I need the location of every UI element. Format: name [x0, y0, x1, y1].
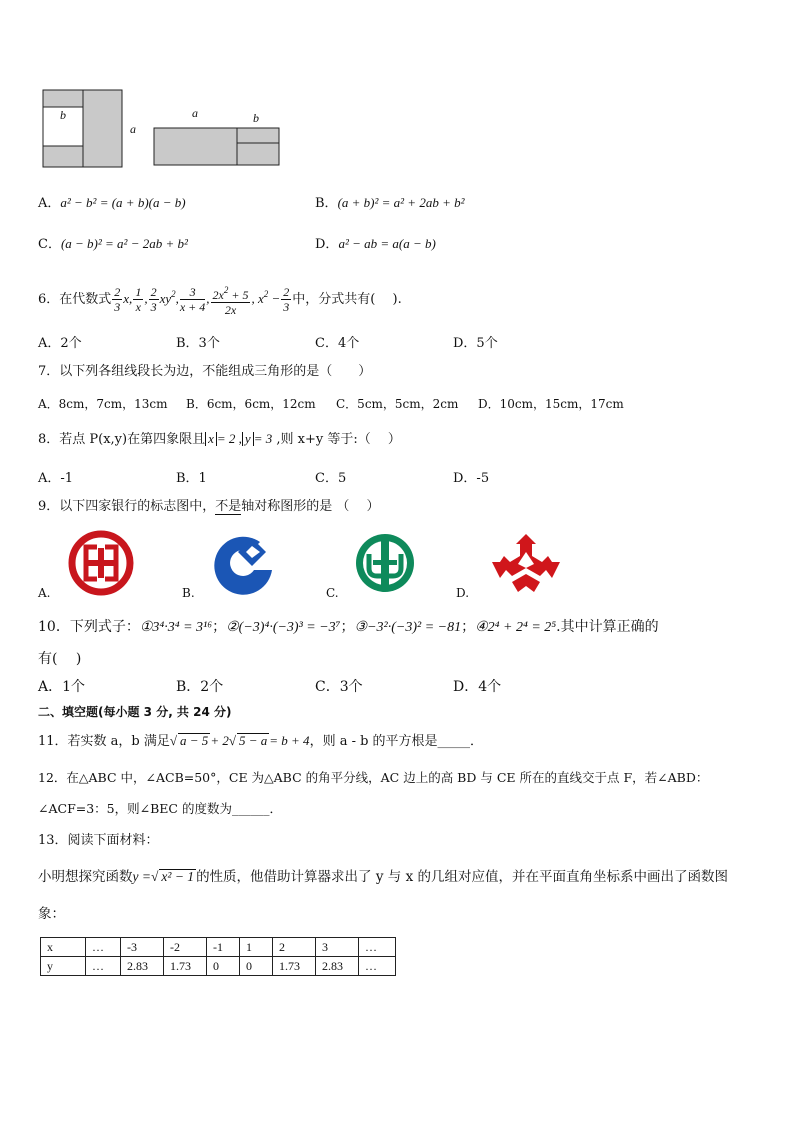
q13-p1-b: 的性质，他借助计算器求出了 y 与 x 的几组对应值，并在平面直角坐标系中画出了函数图: [196, 869, 728, 885]
table-row: [41, 957, 396, 976]
icbc-logo-icon[interactable]: [68, 530, 134, 596]
table-cell: x: [41, 938, 86, 957]
q12-stem-line2: ∠ACF=3：5，则∠BEC 的度数为______．: [38, 801, 282, 816]
q10-option-c[interactable]: C．3个: [315, 679, 363, 695]
q8-option-b[interactable]: B．1: [176, 471, 207, 486]
q8-option-a[interactable]: A．-1: [38, 471, 74, 486]
q8-option-d[interactable]: D．-5: [453, 471, 490, 486]
sep: ；: [212, 619, 227, 635]
option-expr: (a − b)² = a² − 2ab + b²: [60, 236, 188, 251]
bocom-logo-icon[interactable]: [490, 532, 562, 596]
table-cell: …: [359, 938, 396, 957]
q10-stem-line2: 有( ): [38, 651, 82, 667]
q8-option-c[interactable]: C．5: [315, 471, 347, 486]
table-cell: 1.73: [273, 957, 316, 976]
q9-stem-a: 9．以下四家银行的标志图中，: [38, 499, 216, 514]
abs-x: x: [205, 432, 217, 446]
q6-prefix: 6．在代数式: [38, 292, 112, 307]
table-cell: 3: [316, 938, 359, 957]
q5-option-a[interactable]: [38, 192, 186, 211]
q11-prefix: 11．若实数 a，b 满足: [38, 734, 170, 749]
q9-label-b: B.: [182, 586, 195, 600]
q11-radicand-1: a − 5: [180, 733, 209, 748]
q7-option-c[interactable]: C．5cm，5cm，2cm: [336, 397, 459, 411]
q11-stem: 11．若实数 a，b 满足√ a − 5 + 2√ 5 − a = b + 4，则 a - b 的平方根是_____．: [38, 733, 484, 749]
option-letter: C．: [38, 237, 61, 252]
q5-option-b[interactable]: [315, 192, 465, 211]
q6-option-a[interactable]: A．2个: [38, 336, 82, 351]
q6-option-d[interactable]: D．5个: [453, 336, 498, 351]
q10-item-2: ②(−3)⁴·(−3)³ = −3⁷: [226, 620, 341, 635]
table-cell: 2.83: [121, 957, 164, 976]
table-cell: 2.83: [316, 957, 359, 976]
q9-stem-c: 轴对称图形的是 （ ）: [241, 499, 380, 514]
q13-paragraph: 小明想探究函数y =√ x² − 1 的性质，他借助计算器求出了 y 与 x 的几组对应值，并在平面直角坐标系中画出了函数图: [38, 869, 728, 885]
q5-option-d[interactable]: [315, 233, 436, 252]
q12-stem-line1: 12．在△ABC 中，∠ACB=50°，CE 为△ABC 的角平分线，AC 边上的高 BD 与 CE 所在的直线交于点 F，若∠ABD：: [38, 770, 709, 785]
q8-stem: [38, 430, 401, 449]
func-lhs: y =: [132, 869, 151, 884]
q5-option-c[interactable]: [38, 233, 188, 252]
option-expr: a² − b² = (a + b)(a − b): [60, 195, 186, 210]
q10-stem: [38, 618, 659, 637]
q8-suffix: ,则 x+y 等于:（ ）: [272, 432, 401, 447]
table-cell: 1.73: [164, 957, 207, 976]
q13-stem: 13．阅读下面材料：: [38, 833, 159, 848]
abc-logo-icon[interactable]: [352, 530, 418, 596]
table-cell: y: [41, 957, 86, 976]
table-cell: …: [359, 957, 396, 976]
q10-item-1: ①3⁴·3⁴ = 3¹⁶: [139, 620, 213, 635]
table-cell: …: [86, 957, 121, 976]
table-cell: …: [86, 938, 121, 957]
q11-mid: + 2: [210, 733, 229, 748]
q9-label-a: A.: [38, 586, 51, 600]
option-expr: a² − ab = a(a − b): [338, 236, 436, 251]
ccb-logo-icon[interactable]: [210, 530, 276, 596]
figure-label-b-top: b: [253, 111, 259, 125]
figure-label-b-small: b: [60, 108, 66, 122]
q10-tail: .其中计算正确的: [556, 619, 659, 635]
q11-suffix: ，则 a - b 的平方根是_____．: [309, 734, 484, 749]
table-cell: -1: [207, 938, 240, 957]
q10-option-a[interactable]: A．1个: [38, 679, 86, 695]
q13-paragraph-line2: 象：: [38, 906, 65, 922]
table-cell: 0: [207, 957, 240, 976]
q10-item-3: ③−3²·(−3)² = −81: [354, 620, 462, 635]
q13-p1-a: 小明想探究函数: [38, 869, 133, 885]
q8-prefix: 8．若点 P(x,y)在第四象限且: [38, 432, 206, 447]
section-2-heading: 二、填空题(每小题 3 分, 共 24 分): [38, 705, 232, 719]
sep: ；: [340, 619, 355, 635]
q10-option-d[interactable]: D．4个: [453, 679, 502, 695]
func-radicand: x² − 1: [161, 869, 195, 884]
q9-label-c: C.: [326, 586, 339, 600]
table-cell: 1: [240, 938, 273, 957]
table-row: [41, 938, 396, 957]
q10-item-4: ④2⁴ + 2⁴ = 2⁵: [475, 620, 557, 635]
table-cell: 0: [240, 957, 273, 976]
eq2: = 2 ,: [216, 431, 242, 446]
option-letter: B．: [315, 196, 338, 211]
q11-eq: = b + 4: [269, 733, 310, 748]
q10-prefix: 10．下列式子：: [38, 619, 140, 635]
area-figure: [40, 88, 290, 170]
q10-option-b[interactable]: B．2个: [176, 679, 224, 695]
option-letter: A．: [38, 196, 61, 211]
figure-label-a-top: a: [192, 106, 198, 120]
q6-suffix: 中，分式共有( ).: [292, 292, 402, 307]
q7-stem: 7．以下列各组线段长为边，不能组成三角形的是（ ）: [38, 364, 372, 379]
q7-option-a[interactable]: A．8cm，7cm，13cm: [38, 397, 168, 411]
q7-option-d[interactable]: D．10cm，15cm，17cm: [478, 397, 624, 411]
eq3: = 3: [253, 431, 273, 446]
xy-value-table: [40, 937, 396, 976]
q9-stem-emph: 不是: [215, 499, 242, 514]
option-expr: (a + b)² = a² + 2ab + b²: [337, 195, 465, 210]
abs-y: y: [242, 432, 254, 446]
sep: ；: [461, 619, 476, 635]
q6-option-b[interactable]: B．3个: [176, 336, 220, 351]
q9-label-d: D.: [456, 586, 470, 600]
option-letter: D．: [315, 237, 339, 252]
q11-radicand-2: 5 − a: [238, 733, 268, 748]
figure-label-a-side: a: [130, 122, 136, 136]
q9-stem: [38, 498, 380, 516]
q7-option-b[interactable]: B．6cm，6cm，12cm: [186, 397, 316, 411]
q6-stem: 6．在代数式 $\frac{2}{3}$ x, $\frac{1}{x}$ , $\frac{2}{3}$ $xy^2$, $\frac{3}{x + 4}$ , $\frac{2x^2 + 5}{2x}$ , $x^2$ − $\frac{2}{3}$ 中，分式共有( ).: [38, 284, 402, 317]
table-cell: -2: [164, 938, 207, 957]
table-cell: 2: [273, 938, 316, 957]
q6-option-c[interactable]: C．4个: [315, 336, 360, 351]
table-cell: -3: [121, 938, 164, 957]
